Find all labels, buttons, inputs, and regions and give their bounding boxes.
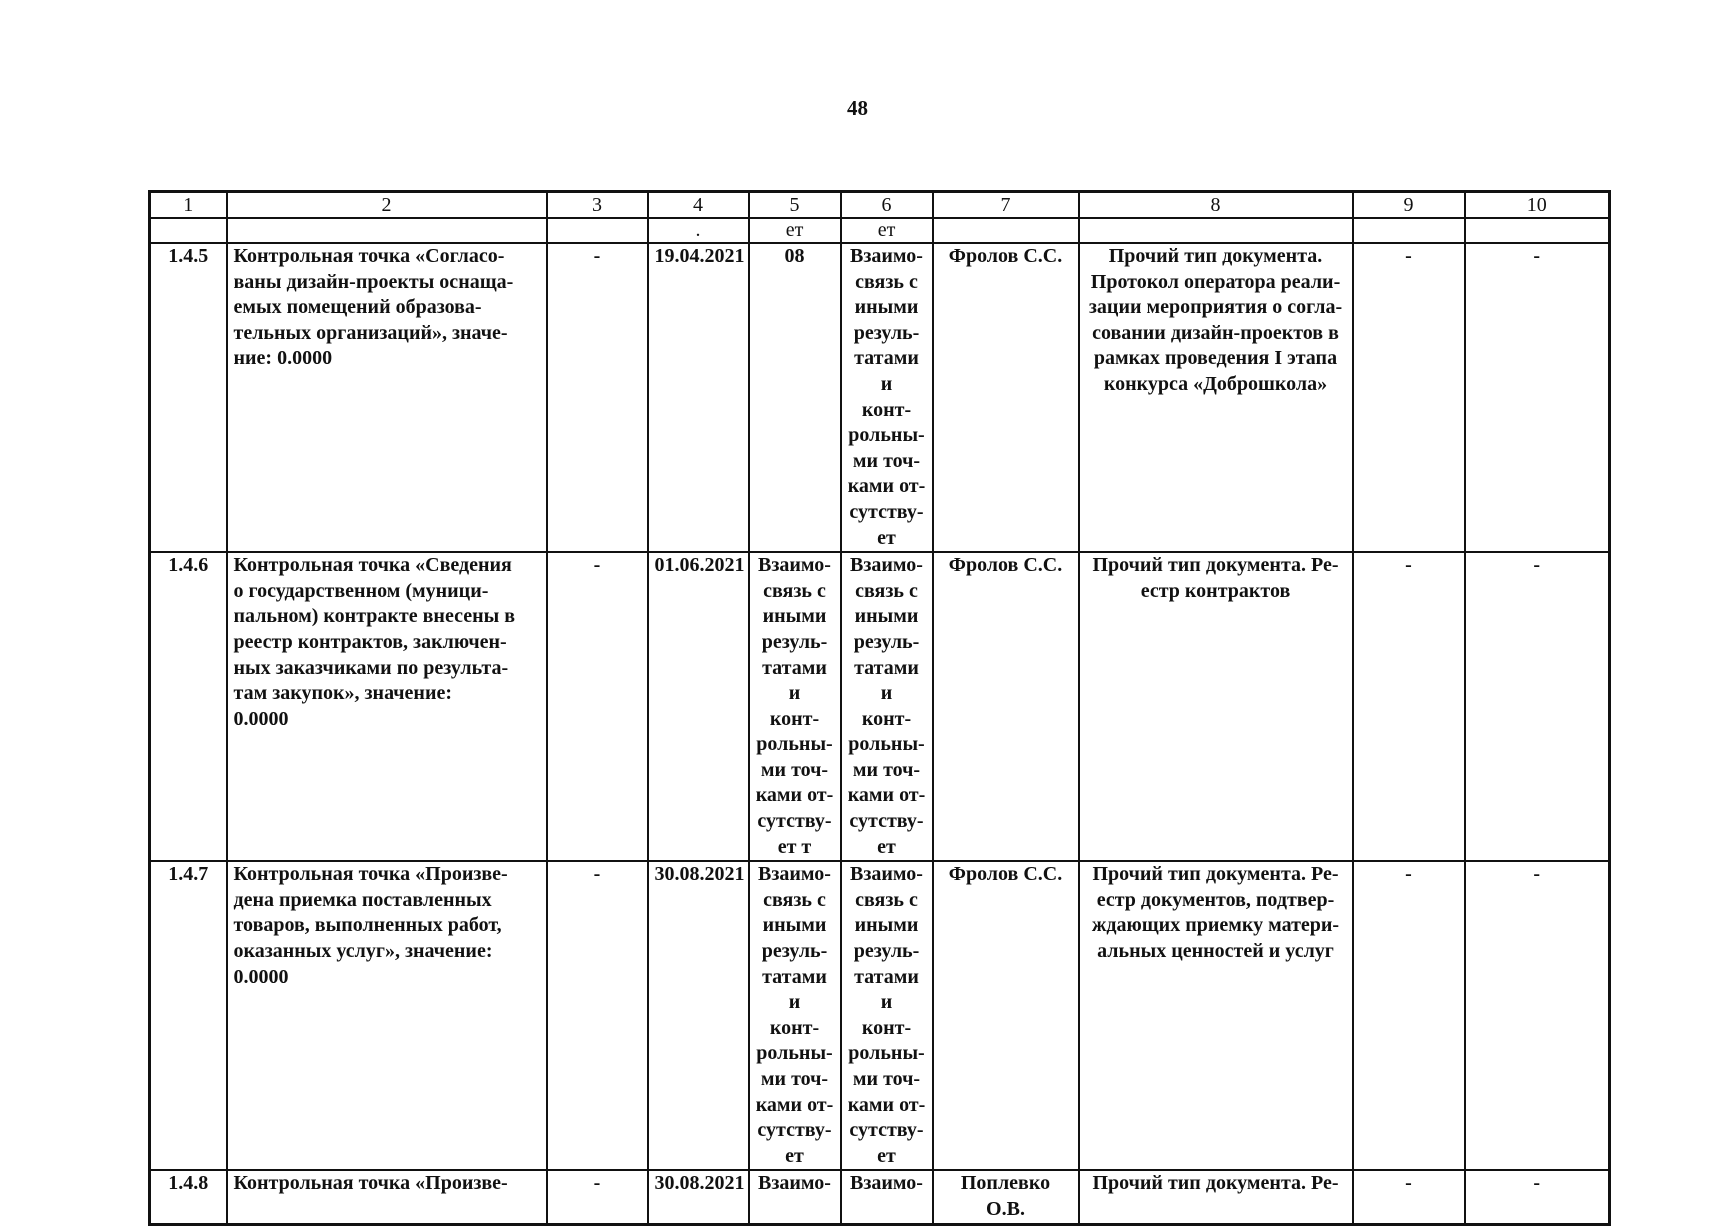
column-header: 4 <box>648 192 749 219</box>
row-responsible: Поплевко О.В. <box>933 1170 1079 1224</box>
row-col10: - <box>1465 1170 1610 1224</box>
row-col10: - <box>1465 552 1610 861</box>
carryover-cell <box>150 218 227 243</box>
row-col3: - <box>547 861 648 1170</box>
row-col6: Взаимо- <box>841 1170 933 1224</box>
row-description: Контрольная точка «Произве- дена приемка поставленных товаров, выполненных работ, оказанных услуг», значение: 0.0000 <box>227 861 547 1170</box>
row-document: Прочий тип документа. Ре- <box>1079 1170 1353 1224</box>
row-description: Контрольная точка «Согласо- ваны дизайн-проекты оснаща- емых помещений образова- тельных организаций», значе- ние: 0.0000 <box>227 243 547 552</box>
row-col3: - <box>547 552 648 861</box>
carryover-cell <box>227 218 547 243</box>
row-description: Контрольная точка «Сведения о государственном (муници- пальном) контракте внесены в реестр контрактов, заключен- ных заказчиками по результа- там закупок», значение: 0.0000 <box>227 552 547 861</box>
row-col3: - <box>547 1170 648 1224</box>
row-date: 01.06.2021 <box>648 552 749 861</box>
row-number: 1.4.8 <box>150 1170 227 1224</box>
carryover-cell: ет <box>841 218 933 243</box>
row-number: 1.4.7 <box>150 861 227 1170</box>
row-document: Прочий тип документа. Протокол оператора реали- зации мероприятия о согла- совании дизайн-проектов в рамках проведения I этапа конкурса «Доброшкола» <box>1079 243 1353 552</box>
table-row <box>150 552 1610 861</box>
control-points-table <box>148 190 1611 1226</box>
row-col10: - <box>1465 861 1610 1170</box>
column-header: 9 <box>1353 192 1465 219</box>
row-col3: - <box>547 243 648 552</box>
row-date: 30.08.2021 <box>648 1170 749 1224</box>
column-header: 5 <box>749 192 841 219</box>
row-col5: Взаимо- связь с иными резуль- татами и конт- рольны- ми точ- ками от- сутству- ет <box>749 861 841 1170</box>
row-responsible: Фролов С.С. <box>933 552 1079 861</box>
row-date: 30.08.2021 <box>648 861 749 1170</box>
row-col9: - <box>1353 861 1465 1170</box>
row-document: Прочий тип документа. Ре- естр контрактов <box>1079 552 1353 861</box>
row-col5: 08 <box>749 243 841 552</box>
row-col9: - <box>1353 552 1465 861</box>
row-col9: - <box>1353 243 1465 552</box>
row-col6: Взаимо- связь с иными резуль- татами и конт- рольны- ми точ- ками от- сутству- ет <box>841 243 933 552</box>
row-col6: Взаимо- связь с иными резуль- татами и конт- рольны- ми точ- ками от- сутству- ет <box>841 861 933 1170</box>
row-date: 19.04.2021 <box>648 243 749 552</box>
row-col6: Взаимо- связь с иными резуль- татами и конт- рольны- ми точ- ками от- сутству- ет <box>841 552 933 861</box>
table-row <box>150 1170 1610 1224</box>
row-col5: Взаимо- <box>749 1170 841 1224</box>
row-responsible: Фролов С.С. <box>933 243 1079 552</box>
carryover-cell: ет <box>749 218 841 243</box>
column-header: 8 <box>1079 192 1353 219</box>
row-number: 1.4.5 <box>150 243 227 552</box>
row-col5: Взаимо- связь с иными резуль- татами и конт- рольны- ми точ- ками от- сутству- ет т <box>749 552 841 861</box>
column-header: 3 <box>547 192 648 219</box>
column-header: 7 <box>933 192 1079 219</box>
column-number-row <box>150 192 1610 219</box>
row-col9: - <box>1353 1170 1465 1224</box>
column-header: 6 <box>841 192 933 219</box>
row-number: 1.4.6 <box>150 552 227 861</box>
row-description: Контрольная точка «Произве- <box>227 1170 547 1224</box>
carryover-cell <box>547 218 648 243</box>
carryover-cell <box>1353 218 1465 243</box>
row-col10: - <box>1465 243 1610 552</box>
carryover-cell <box>1079 218 1353 243</box>
page-number: 48 <box>847 96 868 120</box>
carryover-cell: . <box>648 218 749 243</box>
carryover-row <box>150 218 1610 243</box>
table-row <box>150 243 1610 552</box>
column-header: 1 <box>150 192 227 219</box>
carryover-cell <box>1465 218 1610 243</box>
table-row <box>150 861 1610 1170</box>
column-header: 10 <box>1465 192 1610 219</box>
row-document: Прочий тип документа. Ре- естр документов, подтвер- ждающих приемку матери- альных ценностей и услуг <box>1079 861 1353 1170</box>
column-header: 2 <box>227 192 547 219</box>
carryover-cell <box>933 218 1079 243</box>
row-responsible: Фролов С.С. <box>933 861 1079 1170</box>
